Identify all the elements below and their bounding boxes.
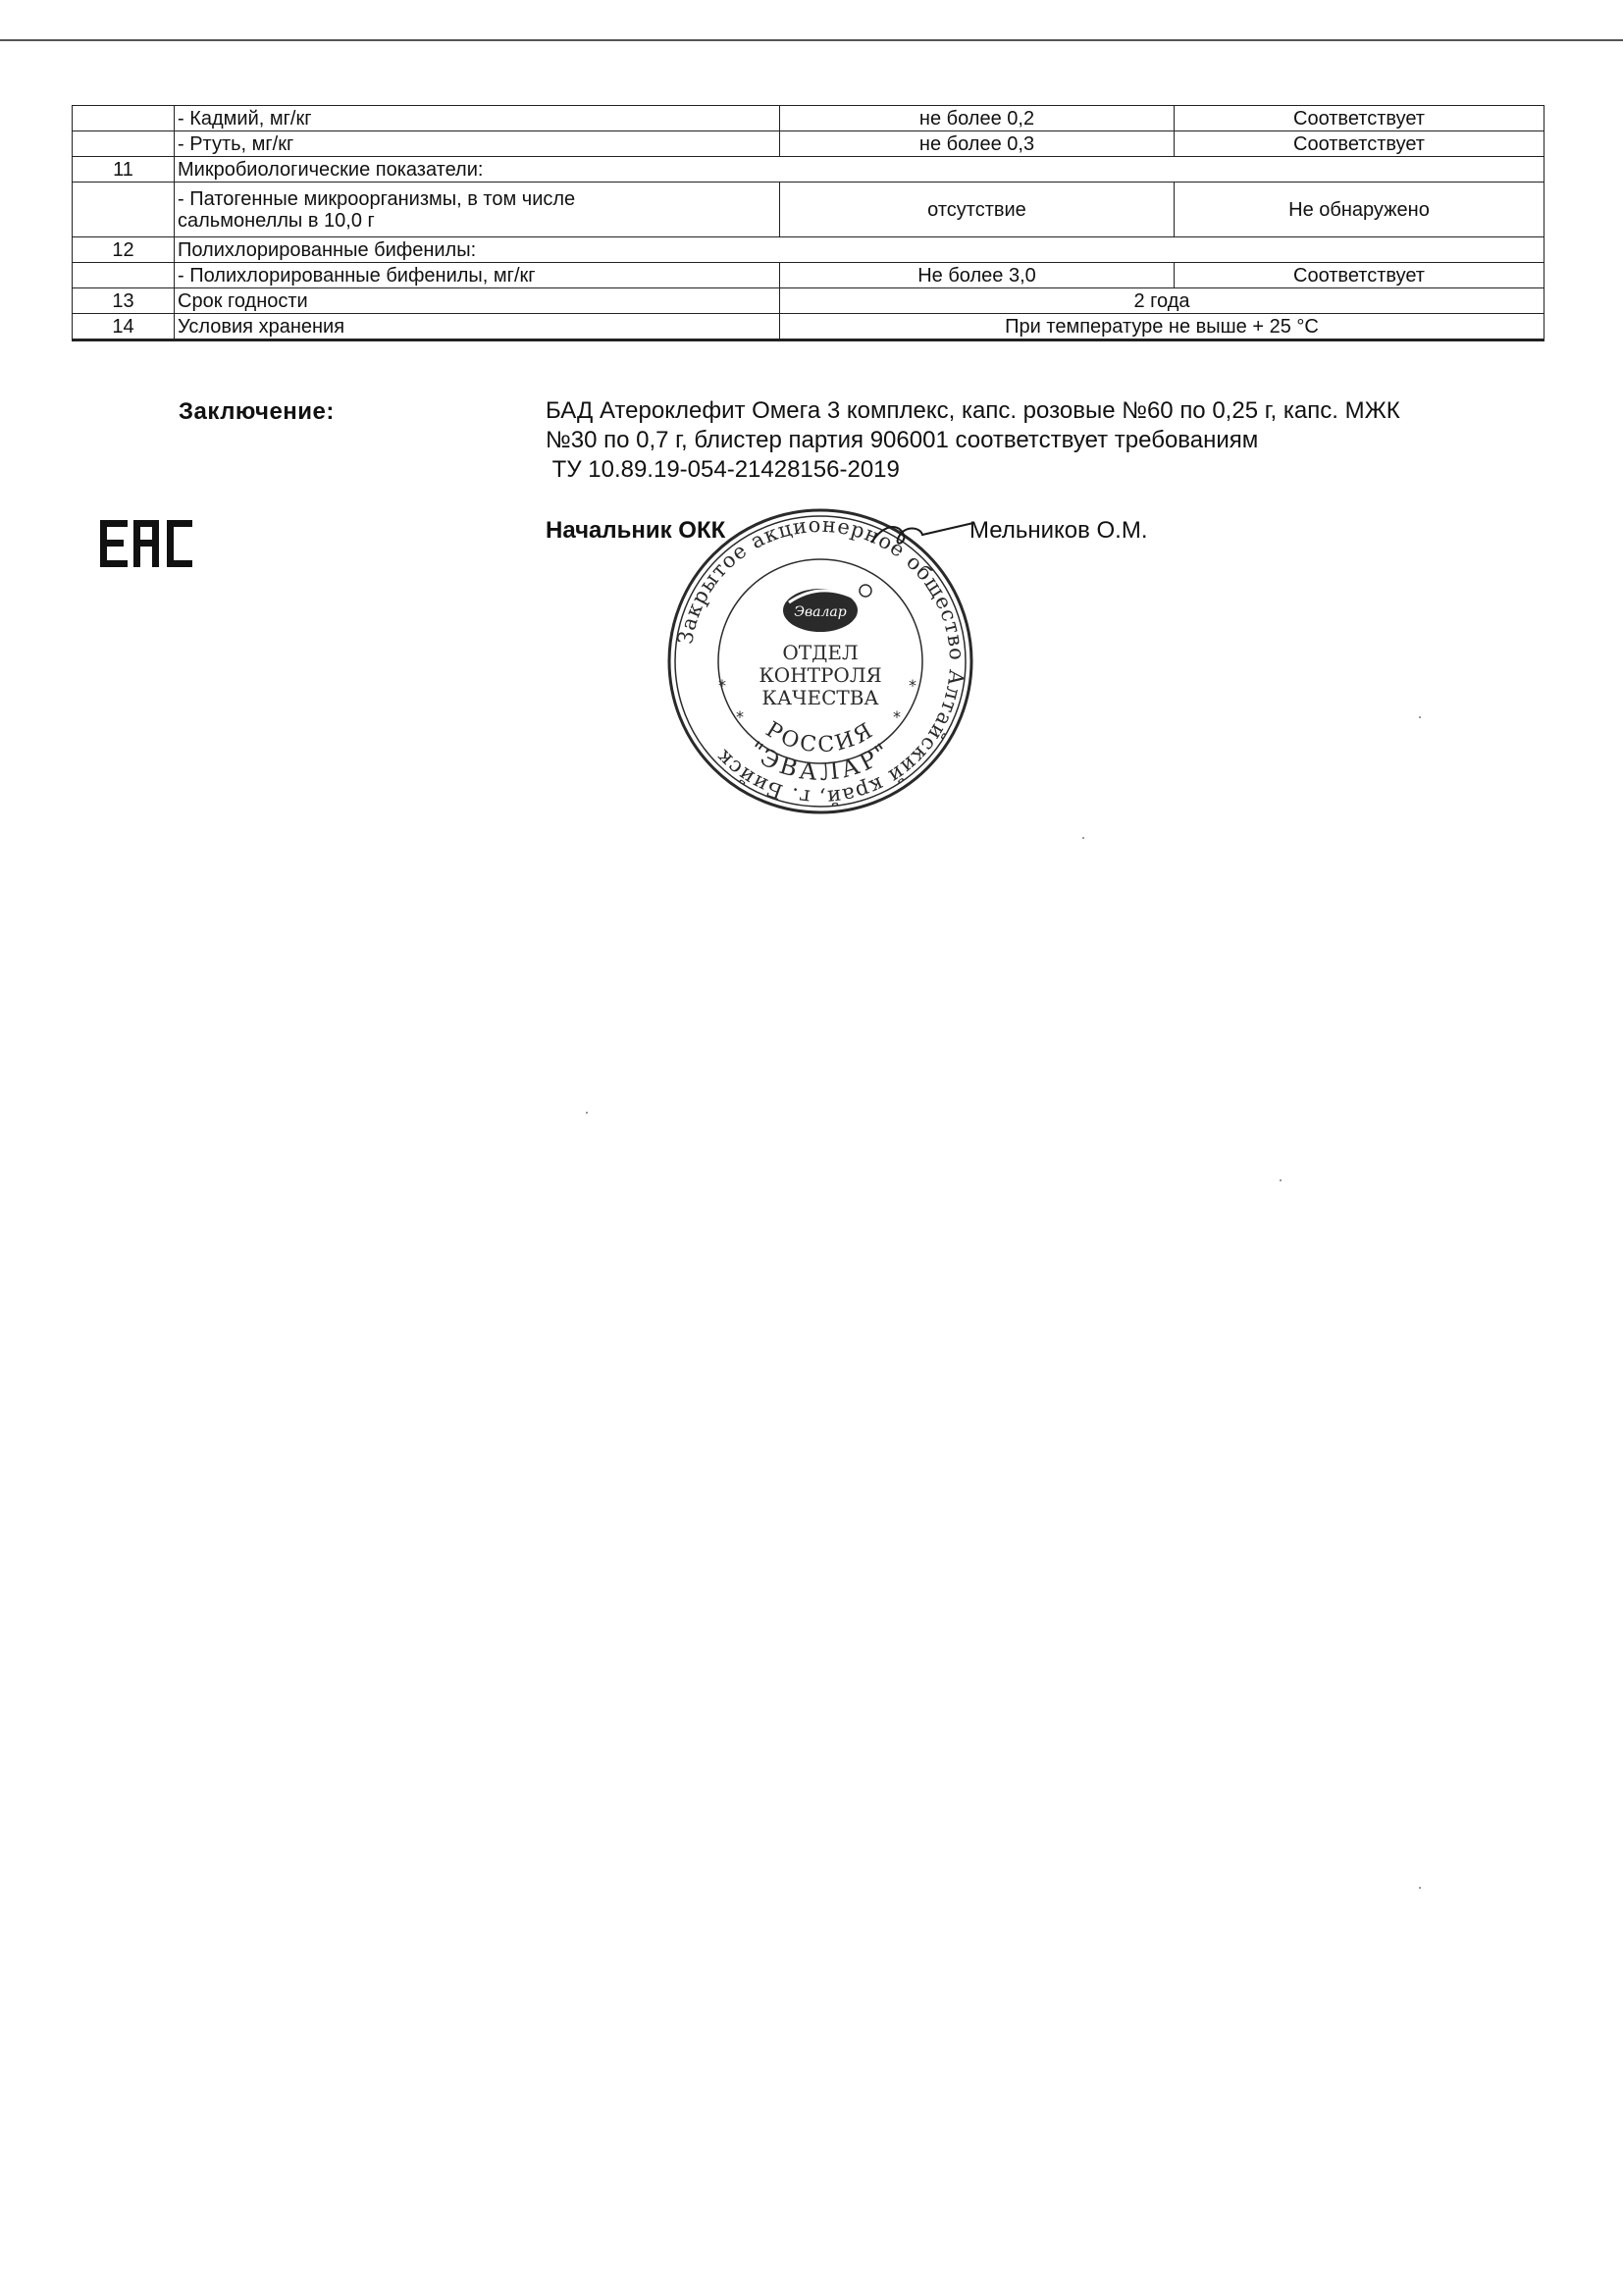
row-number [73, 263, 175, 288]
evalar-logo-icon [783, 585, 871, 632]
table-row [73, 106, 1544, 131]
page-top-rule [0, 39, 1623, 41]
indicator-name: - Полихлорированные бифенилы, мг/кг [175, 263, 780, 288]
table-section-row [73, 237, 1544, 263]
row-number [73, 131, 175, 157]
eac-conformity-mark-icon [96, 518, 196, 569]
conclusion-label: Заключение: [179, 398, 335, 425]
indicator-name: Срок годности [175, 288, 780, 314]
stamp-bottom-line: РОССИЯ [760, 717, 880, 758]
stamp-star-icon: * [736, 707, 744, 726]
norm-value: Не более 3,0 [780, 263, 1175, 288]
table-section-row [73, 157, 1544, 183]
stamp-center-line: КАЧЕСТВА [761, 686, 879, 709]
result-value: Не обнаружено [1175, 183, 1544, 237]
table-row [73, 131, 1544, 157]
table-row [73, 314, 1544, 340]
row-number [73, 106, 175, 131]
stamp-center-line: ОТДЕЛ [782, 641, 859, 664]
indicator-name-line: - Патогенные микроорганизмы, в том числе [178, 187, 576, 210]
indicator-name: - Кадмий, мг/кг [175, 106, 780, 131]
result-value: Соответствует [1175, 131, 1544, 157]
merged-value: 2 года [780, 288, 1544, 314]
row-number: 12 [73, 237, 175, 263]
result-value: Соответствует [1175, 106, 1544, 131]
table-row [73, 263, 1544, 288]
stamp-logo-text: Эвалар [794, 604, 847, 620]
scan-speck [1082, 837, 1084, 839]
scan-speck [586, 1112, 588, 1114]
stamp-center-line: КОНТРОЛЯ [759, 663, 882, 687]
indicator-name: Условия хранения [175, 314, 780, 340]
scan-speck [1419, 716, 1421, 718]
handwritten-signature [864, 515, 981, 554]
signer-title: Начальник ОКК [546, 517, 726, 544]
conclusion-line: ТУ 10.89.19-054-21428156-2019 [546, 456, 900, 483]
norm-value: отсутствие [780, 183, 1175, 237]
indicator-name: - Ртуть, мг/кг [175, 131, 780, 157]
stamp-bottom-line: "ЭВАЛАР" [743, 736, 898, 787]
indicator-name-line: сальмонеллы в 10,0 г [178, 209, 375, 232]
signer-name: Мельников О.М. [969, 517, 1148, 544]
stamp-star-icon: * [893, 707, 901, 726]
row-number: 11 [73, 157, 175, 183]
conclusion-line: №30 по 0,7 г, блистер партия 906001 соответствует требованиям [546, 427, 1259, 453]
stamp-star-icon: * [909, 676, 916, 695]
stamp-outer-text: Закрытое акционерное общество Алтайский край, г. Бийск [673, 512, 969, 810]
row-number [73, 183, 175, 237]
row-number: 13 [73, 288, 175, 314]
norm-value: не более 0,2 [780, 106, 1175, 131]
conclusion-text [546, 396, 1527, 485]
section-heading: Полихлорированные бифенилы: [175, 237, 1544, 263]
table-row [73, 183, 1544, 237]
result-value: Соответствует [1175, 263, 1544, 288]
conclusion-line: БАД Атероклефит Омега 3 комплекс, капс. розовые №60 по 0,25 г, капс. МЖК [546, 397, 1400, 424]
scan-speck [1419, 1887, 1421, 1889]
merged-value: При температуре не выше + 25 °C [780, 314, 1544, 340]
row-number: 14 [73, 314, 175, 340]
section-heading: Микробиологические показатели: [175, 157, 1544, 183]
stamp-star-icon: * [718, 676, 726, 695]
table-row [73, 288, 1544, 314]
specification-table [72, 105, 1544, 341]
scan-speck [1280, 1179, 1282, 1181]
norm-value: не более 0,3 [780, 131, 1175, 157]
indicator-name [175, 183, 780, 237]
